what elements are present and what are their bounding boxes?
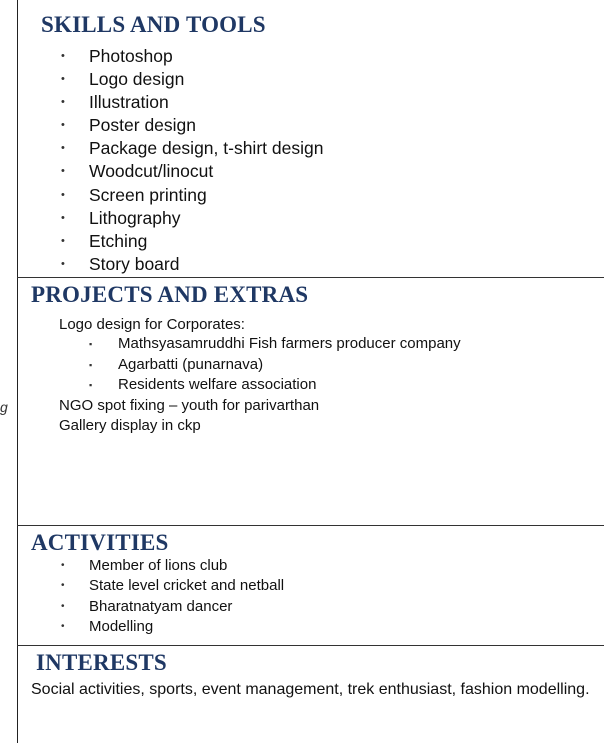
section-divider — [17, 277, 604, 278]
list-item: ▪ Residents welfare association — [118, 375, 461, 396]
list-item: • Screen printing — [89, 184, 323, 207]
interests-text: Social activities, sports, event management, trek enthusiast, fashion modelling. — [31, 681, 590, 698]
projects-line: NGO spot fixing – youth for parivarthan — [59, 397, 320, 414]
bullet-icon: • — [61, 580, 65, 592]
list-item: • Woodcut/linocut — [89, 160, 323, 183]
list-item: ▪ Agarbatti (punarnava) — [118, 355, 461, 376]
bullet-icon: • — [61, 600, 65, 612]
section-divider — [17, 525, 604, 526]
bullet-icon: • — [61, 119, 65, 132]
list-item: • Etching — [89, 230, 323, 253]
skills-heading: SKILLS AND TOOLS — [41, 12, 266, 37]
activities-heading: ACTIVITIES — [31, 530, 169, 555]
bullet-icon: • — [61, 234, 65, 247]
bullet-icon: • — [61, 142, 65, 155]
activities-list — [61, 556, 285, 637]
list-item: • Package design, t-shirt design — [89, 137, 323, 160]
list-item: • Modelling — [89, 617, 284, 637]
skills-list — [61, 45, 324, 276]
projects-line: Gallery display in ckp — [59, 417, 201, 434]
bullet-icon: • — [61, 96, 65, 109]
list-item: • Member of lions club — [89, 556, 284, 576]
list-item: • Photoshop — [89, 45, 323, 68]
projects-intro: Logo design for Corporates: — [59, 316, 245, 333]
client-list — [89, 334, 461, 396]
bullet-icon: • — [61, 211, 65, 224]
bullet-icon: • — [61, 560, 65, 571]
left-border — [17, 0, 18, 743]
list-item: • Logo design — [89, 68, 323, 91]
bullet-icon: • — [61, 73, 65, 86]
list-item: • Poster design — [89, 114, 323, 137]
square-bullet-icon: ▪ — [89, 380, 93, 390]
list-item: • Bharatnatyam dancer — [89, 597, 284, 617]
bullet-icon: • — [61, 188, 65, 201]
projects-heading: PROJECTS AND EXTRAS — [31, 282, 309, 307]
list-item: • Story board — [89, 253, 323, 276]
list-item: • Illustration — [89, 91, 323, 114]
bullet-icon: • — [61, 165, 65, 178]
section-divider — [17, 645, 604, 646]
square-bullet-icon: ▪ — [89, 359, 93, 370]
list-item: • State level cricket and netball — [89, 576, 284, 596]
list-item: ▪ Mathsyasamruddhi Fish farmers producer company — [118, 334, 461, 355]
margin-text-fragment: g — [0, 399, 8, 415]
bullet-icon: • — [61, 257, 65, 270]
square-bullet-icon: ▪ — [89, 339, 93, 349]
interests-heading: INTERESTS — [36, 650, 167, 675]
bullet-icon: • — [61, 620, 65, 632]
list-item: • Lithography — [89, 207, 323, 230]
bullet-icon: • — [61, 50, 65, 62]
